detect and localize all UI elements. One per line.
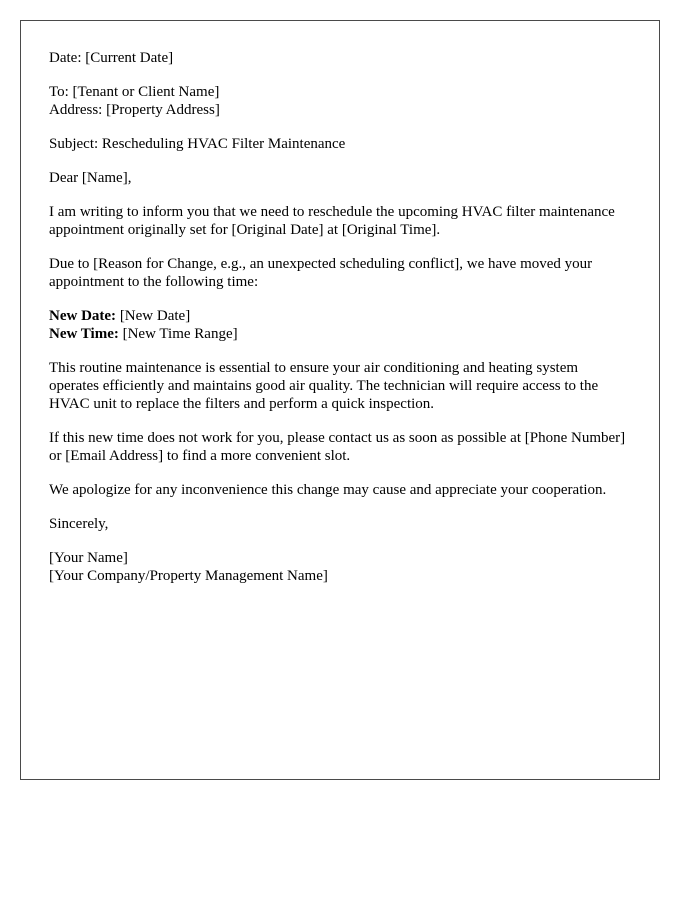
new-time-value: [New Time Range] (118, 326, 238, 342)
body-paragraph-1: I am writing to inform you that we need to reschedule the upcoming HVAC filter maintenance appointment originally set for [Original Date] at [Original Time]. (49, 204, 615, 238)
body-paragraph-4: If this new time does not work for you, please contact us as soon as possible at [Phone Number] or [Email Address] to find a more convenient slot. (49, 430, 626, 464)
new-time-line (49, 325, 631, 343)
recipient-block (49, 83, 631, 119)
recipient-line: To: [Tenant or Client Name] (49, 84, 220, 100)
new-date-line (49, 307, 631, 325)
address-line: Address: [Property Address] (49, 102, 220, 118)
signature-block (49, 549, 631, 585)
closing-block (49, 515, 631, 533)
new-time-label: New Time: (49, 326, 119, 342)
subject-line: Subject: Rescheduling HVAC Filter Maintenance (49, 136, 346, 152)
body-paragraph-3: This routine maintenance is essential to ensure your air conditioning and heating system operates efficiently and maintains good air quality. The technician will require access to the HVAC unit to replace the filters and perform a quick inspection. (49, 360, 599, 412)
subject-block (49, 135, 631, 153)
new-date-value: [New Date] (116, 308, 191, 324)
date-block (49, 49, 631, 67)
body-paragraph-2: Due to [Reason for Change, e.g., an unexpected scheduling conflict], we have moved your appointment to the following time: (49, 256, 593, 290)
date-line: Date: [Current Date] (49, 50, 174, 66)
letter-page (20, 20, 660, 780)
signature-name: [Your Name] (49, 550, 128, 566)
salutation-block (49, 169, 631, 187)
new-date-label: New Date: (49, 308, 117, 324)
signature-company: [Your Company/Property Management Name] (49, 568, 328, 584)
body-paragraph-5: We apologize for any inconvenience this change may cause and appreciate your cooperation. (49, 482, 607, 498)
closing: Sincerely, (49, 516, 109, 532)
salutation: Dear [Name], (49, 170, 132, 186)
new-schedule-block (49, 307, 631, 343)
